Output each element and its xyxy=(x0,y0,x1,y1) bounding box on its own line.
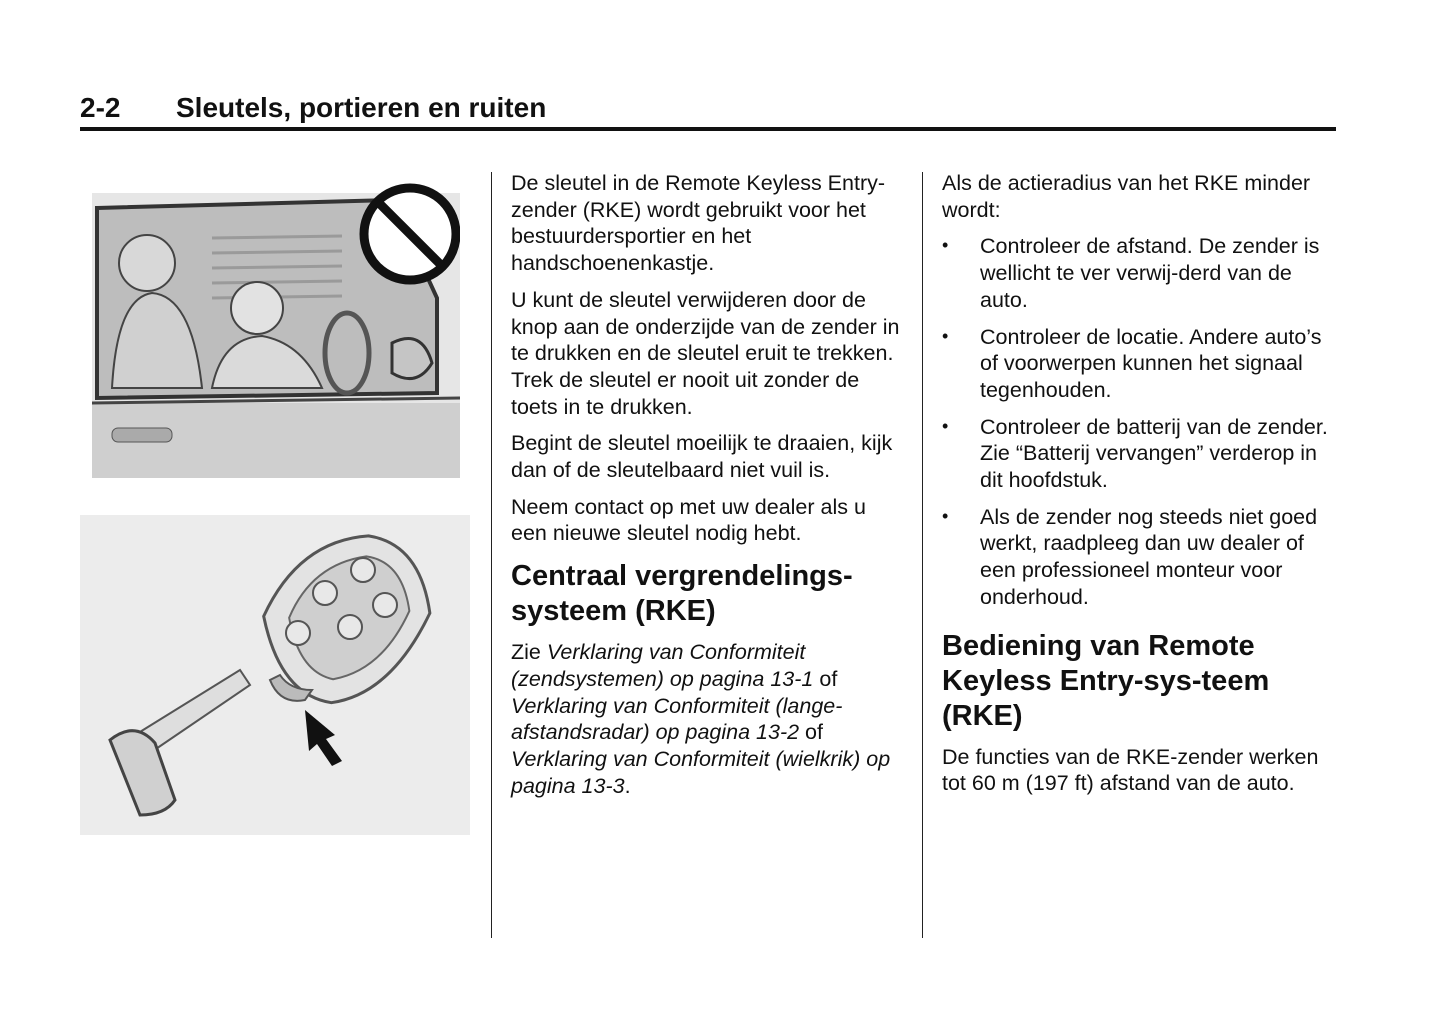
bullet-icon: • xyxy=(942,415,949,436)
paragraph-contact-dealer: Neem contact op met uw dealer als u een nieuwe sleutel nodig hebt. xyxy=(511,494,866,546)
child-in-car-illustration xyxy=(92,178,460,478)
range-checklist xyxy=(942,233,1337,610)
key-fob-illustration xyxy=(80,515,470,835)
ref-intro: Zie xyxy=(511,640,541,665)
paragraph-references xyxy=(511,639,906,799)
list-item-text: Controleer de locatie. Andere auto’s of voorwerpen kunnen het signaal tegenhouden. xyxy=(980,324,1322,402)
paragraph-key-difficult: Begint de sleutel moeilijk te draaien, kijk dan of de sleutelbaard niet vuil is. xyxy=(511,431,893,483)
ref-end: . xyxy=(624,773,631,798)
ref-link-2[interactable]: Verklaring van Conformiteit (lange-afstandsradar) op pagina 13-2 xyxy=(511,693,843,745)
page-header xyxy=(80,92,1336,132)
list-item-text: Als de zender nog steeds niet goed werkt, raadpleeg dan uw dealer of een professioneel monteur voor onderhoud. xyxy=(980,504,1318,609)
heading-central-locking: Centraal vergrendelings-systeem (RKE) xyxy=(511,560,853,628)
bullet-icon: • xyxy=(942,325,949,346)
list-item-text: Controleer de afstand. De zender is wellicht te ver verwij-derd van de auto. xyxy=(980,234,1320,312)
paragraph-key-usage: De sleutel in de Remote Keyless Entry-zender (RKE) wordt gebruikt voor het bestuurdersportier en het handschoenenkastje. xyxy=(511,171,886,276)
ref-of-1: of xyxy=(819,666,838,691)
header-rule xyxy=(80,127,1336,131)
paragraph-rke-range: De functies van de RKE-zender werken tot 60 m (197 ft) afstand van de auto. xyxy=(942,744,1319,796)
bullet-icon: • xyxy=(942,505,949,526)
list-item xyxy=(942,504,1337,611)
bullet-icon: • xyxy=(942,235,949,256)
column-divider-right xyxy=(922,172,923,938)
ref-link-1[interactable]: Verklaring van Conformiteit (zendsystemen) op pagina 13-1 xyxy=(511,640,814,691)
list-item xyxy=(942,324,1337,404)
right-column xyxy=(942,170,1337,807)
chapter-title: Sleutels, portieren en ruiten xyxy=(176,92,547,123)
page-number: 2-2 xyxy=(80,92,121,123)
middle-column xyxy=(511,170,906,809)
list-item-text: Controleer de batterij van de zender. Zie “Batterij vervangen” verderop in dit hoofdstuk. xyxy=(980,414,1328,493)
list-item xyxy=(942,233,1337,313)
list-item xyxy=(942,414,1337,494)
ref-link-3[interactable]: Verklaring van Conformiteit (wielkrik) op pagina 13-3 xyxy=(511,746,891,798)
paragraph-remove-key: U kunt de sleutel verwijderen door de knop aan de onderzijde van de zender in te drukken en de sleutel eruit te trekken. Trek de sleutel er nooit uit zonder de toets in te drukken. xyxy=(511,287,900,419)
heading-rke-operation: Bediening van Remote Keyless Entry-sys-teem (RKE) xyxy=(942,629,1270,732)
ref-of-2: of xyxy=(805,720,823,745)
column-divider-left xyxy=(491,172,492,938)
paragraph-range-intro: Als de actieradius van het RKE minder wordt: xyxy=(942,171,1311,222)
